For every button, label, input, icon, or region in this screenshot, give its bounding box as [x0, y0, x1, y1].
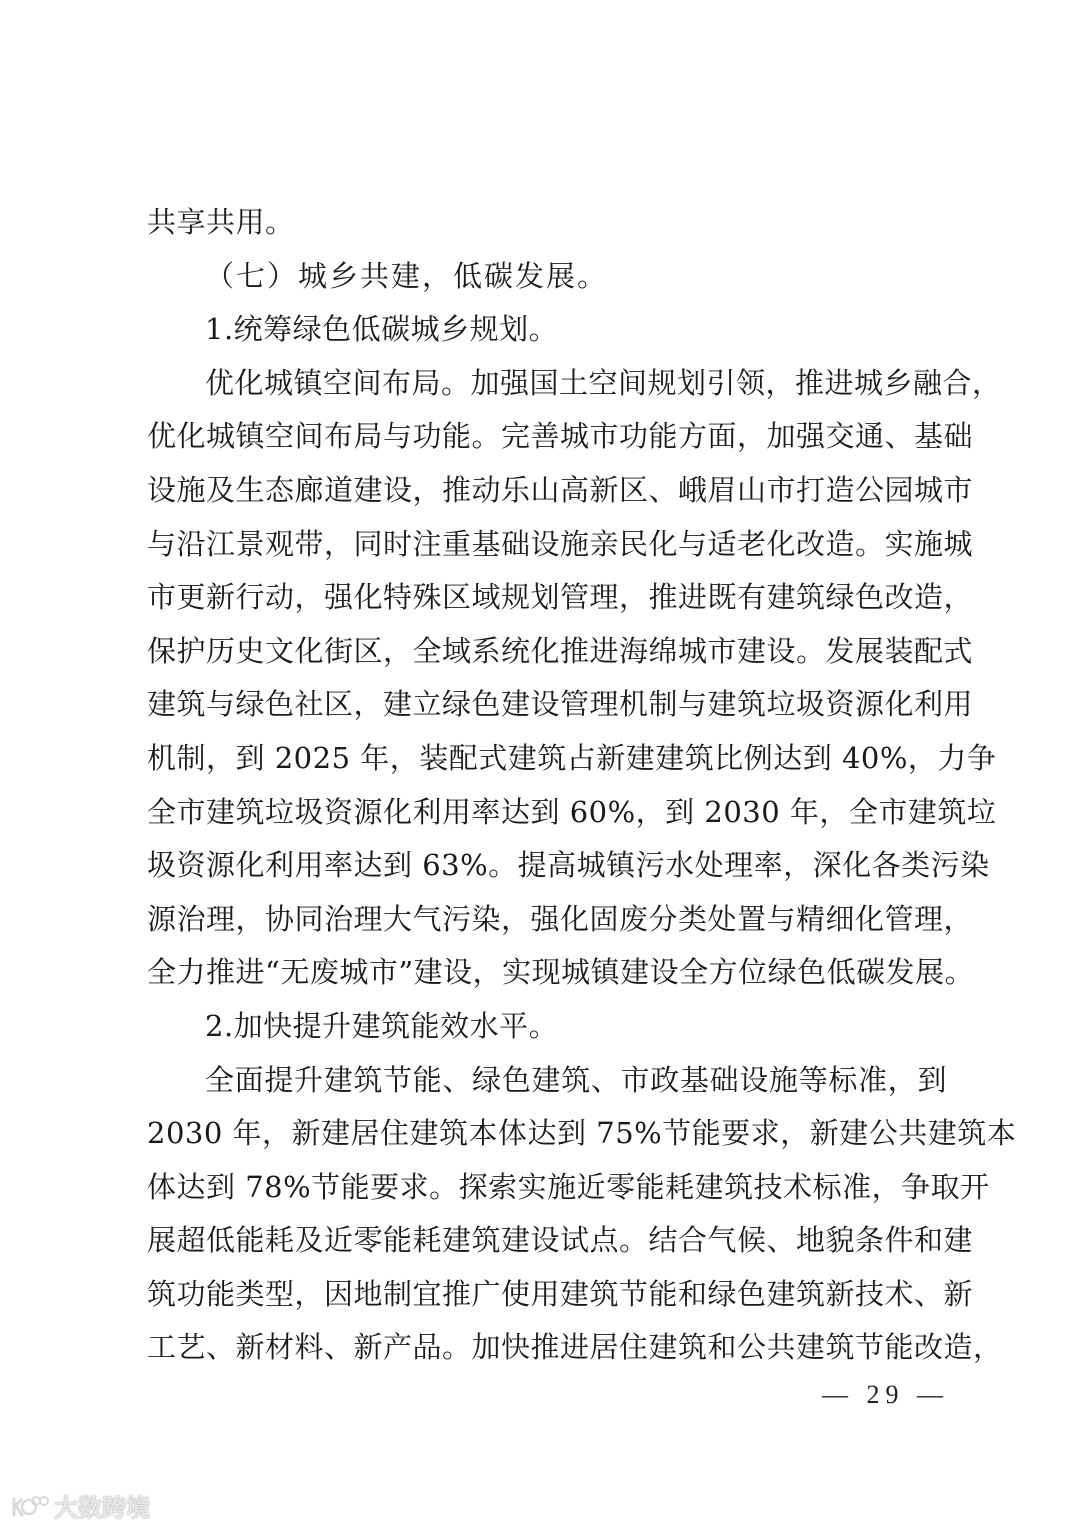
text-line: 工艺、新材料、新产品。加快推进居住建筑和公共建筑节能改造， — [147, 1330, 1003, 1365]
text-line: 建筑与绿色社区，建立绿色建设管理机制与建筑垃圾资源化利用 — [147, 687, 974, 722]
text-line: 机制，到 2025 年，装配式建筑占新建建筑比例达到 40%，力争 — [147, 740, 997, 775]
text-line: 优化城镇空间布局。加强国土空间规划引领，推进城乡融合， — [205, 365, 1002, 400]
brand-logo-icon — [10, 1493, 50, 1519]
text-line: 2030 年，新建居住建筑本体达到 75%节能要求，新建公共建筑本 — [147, 1116, 1017, 1151]
text-line: 全力推进“无废城市”建设，实现城镇建设全方位绿色低碳发展。 — [147, 955, 975, 990]
text-line: 与沿江景观带，同时注重基础设施亲民化与适老化改造。实施城 — [147, 526, 974, 561]
text-line: 2.加快提升建筑能效水平。 — [205, 1008, 559, 1043]
text-line: 全面提升建筑节能、绿色建筑、市政基础设施等标准，到 — [205, 1062, 947, 1097]
body-text — [147, 200, 1017, 1379]
text-line: 源治理，协同治理大气污染，强化固废分类处置与精细化管理， — [147, 901, 974, 936]
page-number: — 29 — — [822, 1380, 949, 1409]
watermark-label: 大数跨境 — [54, 1494, 150, 1522]
text-line: 市更新行动，强化特殊区域规划管理，推进既有建筑绿色改造， — [147, 580, 974, 615]
section-heading: （七）城乡共建，低碳发展。 — [205, 258, 609, 293]
watermark — [10, 1488, 150, 1523]
text-line: 筑功能类型，因地制宜推广使用建筑节能和绿色建筑新技术、新 — [147, 1276, 974, 1311]
text-line: 体达到 78%节能要求。探索实施近零能耗建筑技术标准，争取开 — [147, 1169, 990, 1204]
text-line: 优化城镇空间布局与功能。完善城市功能方面，加强交通、基础 — [147, 419, 974, 454]
text-line: 共享共用。 — [147, 205, 295, 239]
text-line: 1.统筹绿色低碳城乡规划。 — [205, 312, 559, 347]
text-line: 设施及生态廊道建设，推动乐山高新区、峨眉山市打造公园城市 — [147, 472, 974, 507]
text-line: 保护历史文化街区，全域系统化推进海绵城市建设。发展装配式 — [147, 633, 974, 668]
text-line: 展超低能耗及近零能耗建筑建设试点。结合气候、地貌条件和建 — [147, 1223, 974, 1258]
text-line: 全市建筑垃圾资源化利用率达到 60%，到 2030 年，全市建筑垃 — [147, 794, 997, 829]
text-line: 圾资源化利用率达到 63%。提高城镇污水处理率，深化各类污染 — [147, 848, 990, 883]
